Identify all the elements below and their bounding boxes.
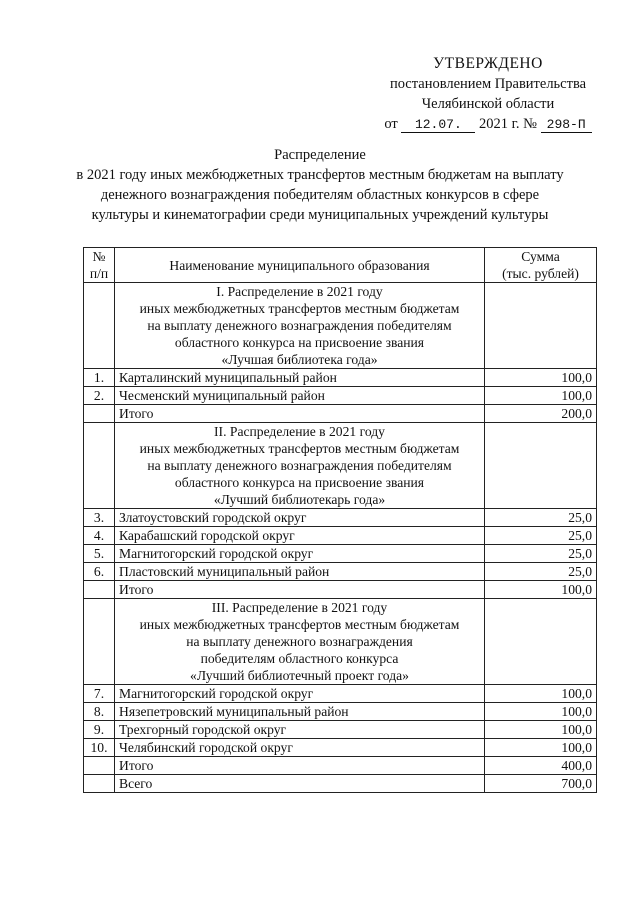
header-sum [485,248,597,283]
municipality-name: Чесменский муниципальный район [115,387,485,405]
table-row [84,509,597,527]
table-row [84,387,597,405]
section-title-line: иных межбюджетных трансфертов местным бюджетам [139,617,460,632]
row-number: 6. [84,563,115,581]
row-sum: 100,0 [485,721,597,739]
decree-number: 298-П [541,117,592,133]
row-number: 1. [84,369,115,387]
row-number: 5. [84,545,115,563]
section-total-row [84,757,597,775]
row-number: 7. [84,685,115,703]
total-sum: 200,0 [485,405,597,423]
table-row [84,721,597,739]
year-text: 2021 г. № [478,116,538,132]
section-title-line: иных межбюджетных трансфертов местным бюджетам [139,441,460,456]
section-title-line: II. Распределение в 2021 году [214,424,385,439]
total-sum: 400,0 [485,757,597,775]
section-title-row [84,599,597,685]
header-num-line: № [92,249,106,264]
header-num-line: п/п [89,266,109,281]
section-title-line: «Лучший библиотечный проект года» [190,668,409,683]
title-line: в 2021 году иных межбюджетных трансфертов местным бюджетам на выплату [76,167,564,183]
date-prefix: от [384,116,398,132]
approval-date-line [360,114,616,134]
section-title-line: областного конкурса на присвоение звания [174,335,425,350]
municipality-name: Челябинский городской округ [115,739,485,757]
row-sum: 25,0 [485,509,597,527]
grand-total-label: Всего [115,775,485,793]
municipality-name: Златоустовский городской округ [115,509,485,527]
section-total-row [84,581,597,599]
row-number: 4. [84,527,115,545]
table-body [84,248,597,793]
row-number: 3. [84,509,115,527]
section-total-row [84,405,597,423]
section-title-line: III. Распределение в 2021 году [211,600,388,615]
section-title-line: областного конкурса на присвоение звания [174,475,425,490]
distribution-table [83,247,597,793]
section-sum-cell [485,283,597,369]
table-row [84,703,597,721]
municipality-name: Карталинский муниципальный район [115,369,485,387]
section-title-line: победителям областного конкурса [200,651,399,666]
section-title-line: «Лучший библиотекарь года» [213,492,386,507]
header-name: Наименование муниципального образования [115,248,485,283]
approval-line: постановлением Правительства [389,76,587,92]
row-sum: 25,0 [485,563,597,581]
grand-total-num-cell [84,775,115,793]
row-sum: 25,0 [485,545,597,563]
municipality-name: Нязепетровский муниципальный район [115,703,485,721]
section-title-line: иных межбюджетных трансфертов местным бюджетам [139,301,460,316]
row-sum: 100,0 [485,739,597,757]
total-num-cell [84,757,115,775]
total-label: Итого [115,405,485,423]
total-label: Итого [115,581,485,599]
title-line: культуры и кинематографии среди муниципальных учреждений культуры [91,207,549,223]
header-num [84,248,115,283]
approval-stamp [360,54,616,134]
total-sum: 100,0 [485,581,597,599]
title-line: денежного вознаграждения победителям областных конкурсов в сфере [100,187,540,203]
section-num-cell [84,283,115,369]
municipality-name: Магнитогорский городской округ [115,545,485,563]
row-sum: 25,0 [485,527,597,545]
section-num-cell [84,423,115,509]
grand-total-row [84,775,597,793]
section-title-line: на выплату денежного вознаграждения победителям [147,318,452,333]
table-header-row [84,248,597,283]
section-title-row [84,423,597,509]
section-title [115,423,485,509]
row-number: 2. [84,387,115,405]
approval-line: Челябинской области [421,96,555,112]
table-row [84,563,597,581]
row-sum: 100,0 [485,369,597,387]
document-title [40,145,600,225]
grand-total-sum: 700,0 [485,775,597,793]
header-sum-line: Сумма [521,249,560,264]
section-sum-cell [485,599,597,685]
header-sum-line: (тыс. рублей) [502,266,579,281]
row-number: 8. [84,703,115,721]
municipality-name: Трехгорный городской округ [115,721,485,739]
section-num-cell [84,599,115,685]
title-line: Распределение [274,147,366,163]
section-sum-cell [485,423,597,509]
municipality-name: Карабашский городской округ [115,527,485,545]
approval-title: УТВЕРЖДЕНО [433,55,543,72]
table-row [84,739,597,757]
section-title-line: на выплату денежного вознаграждения [186,634,413,649]
row-sum: 100,0 [485,703,597,721]
table-row [84,369,597,387]
section-title [115,599,485,685]
section-title-line: на выплату денежного вознаграждения победителям [147,458,452,473]
section-title-line: «Лучшая библиотека года» [221,352,378,367]
section-title-row [84,283,597,369]
section-title [115,283,485,369]
municipality-name: Магнитогорский городской округ [115,685,485,703]
row-number: 10. [84,739,115,757]
municipality-name: Пластовский муниципальный район [115,563,485,581]
table-row [84,685,597,703]
total-num-cell [84,405,115,423]
table-row [84,527,597,545]
date-value: 12.07. [401,117,475,133]
total-label: Итого [115,757,485,775]
total-num-cell [84,581,115,599]
section-title-line: I. Распределение в 2021 году [216,284,383,299]
row-number: 9. [84,721,115,739]
row-sum: 100,0 [485,685,597,703]
table-row [84,545,597,563]
row-sum: 100,0 [485,387,597,405]
